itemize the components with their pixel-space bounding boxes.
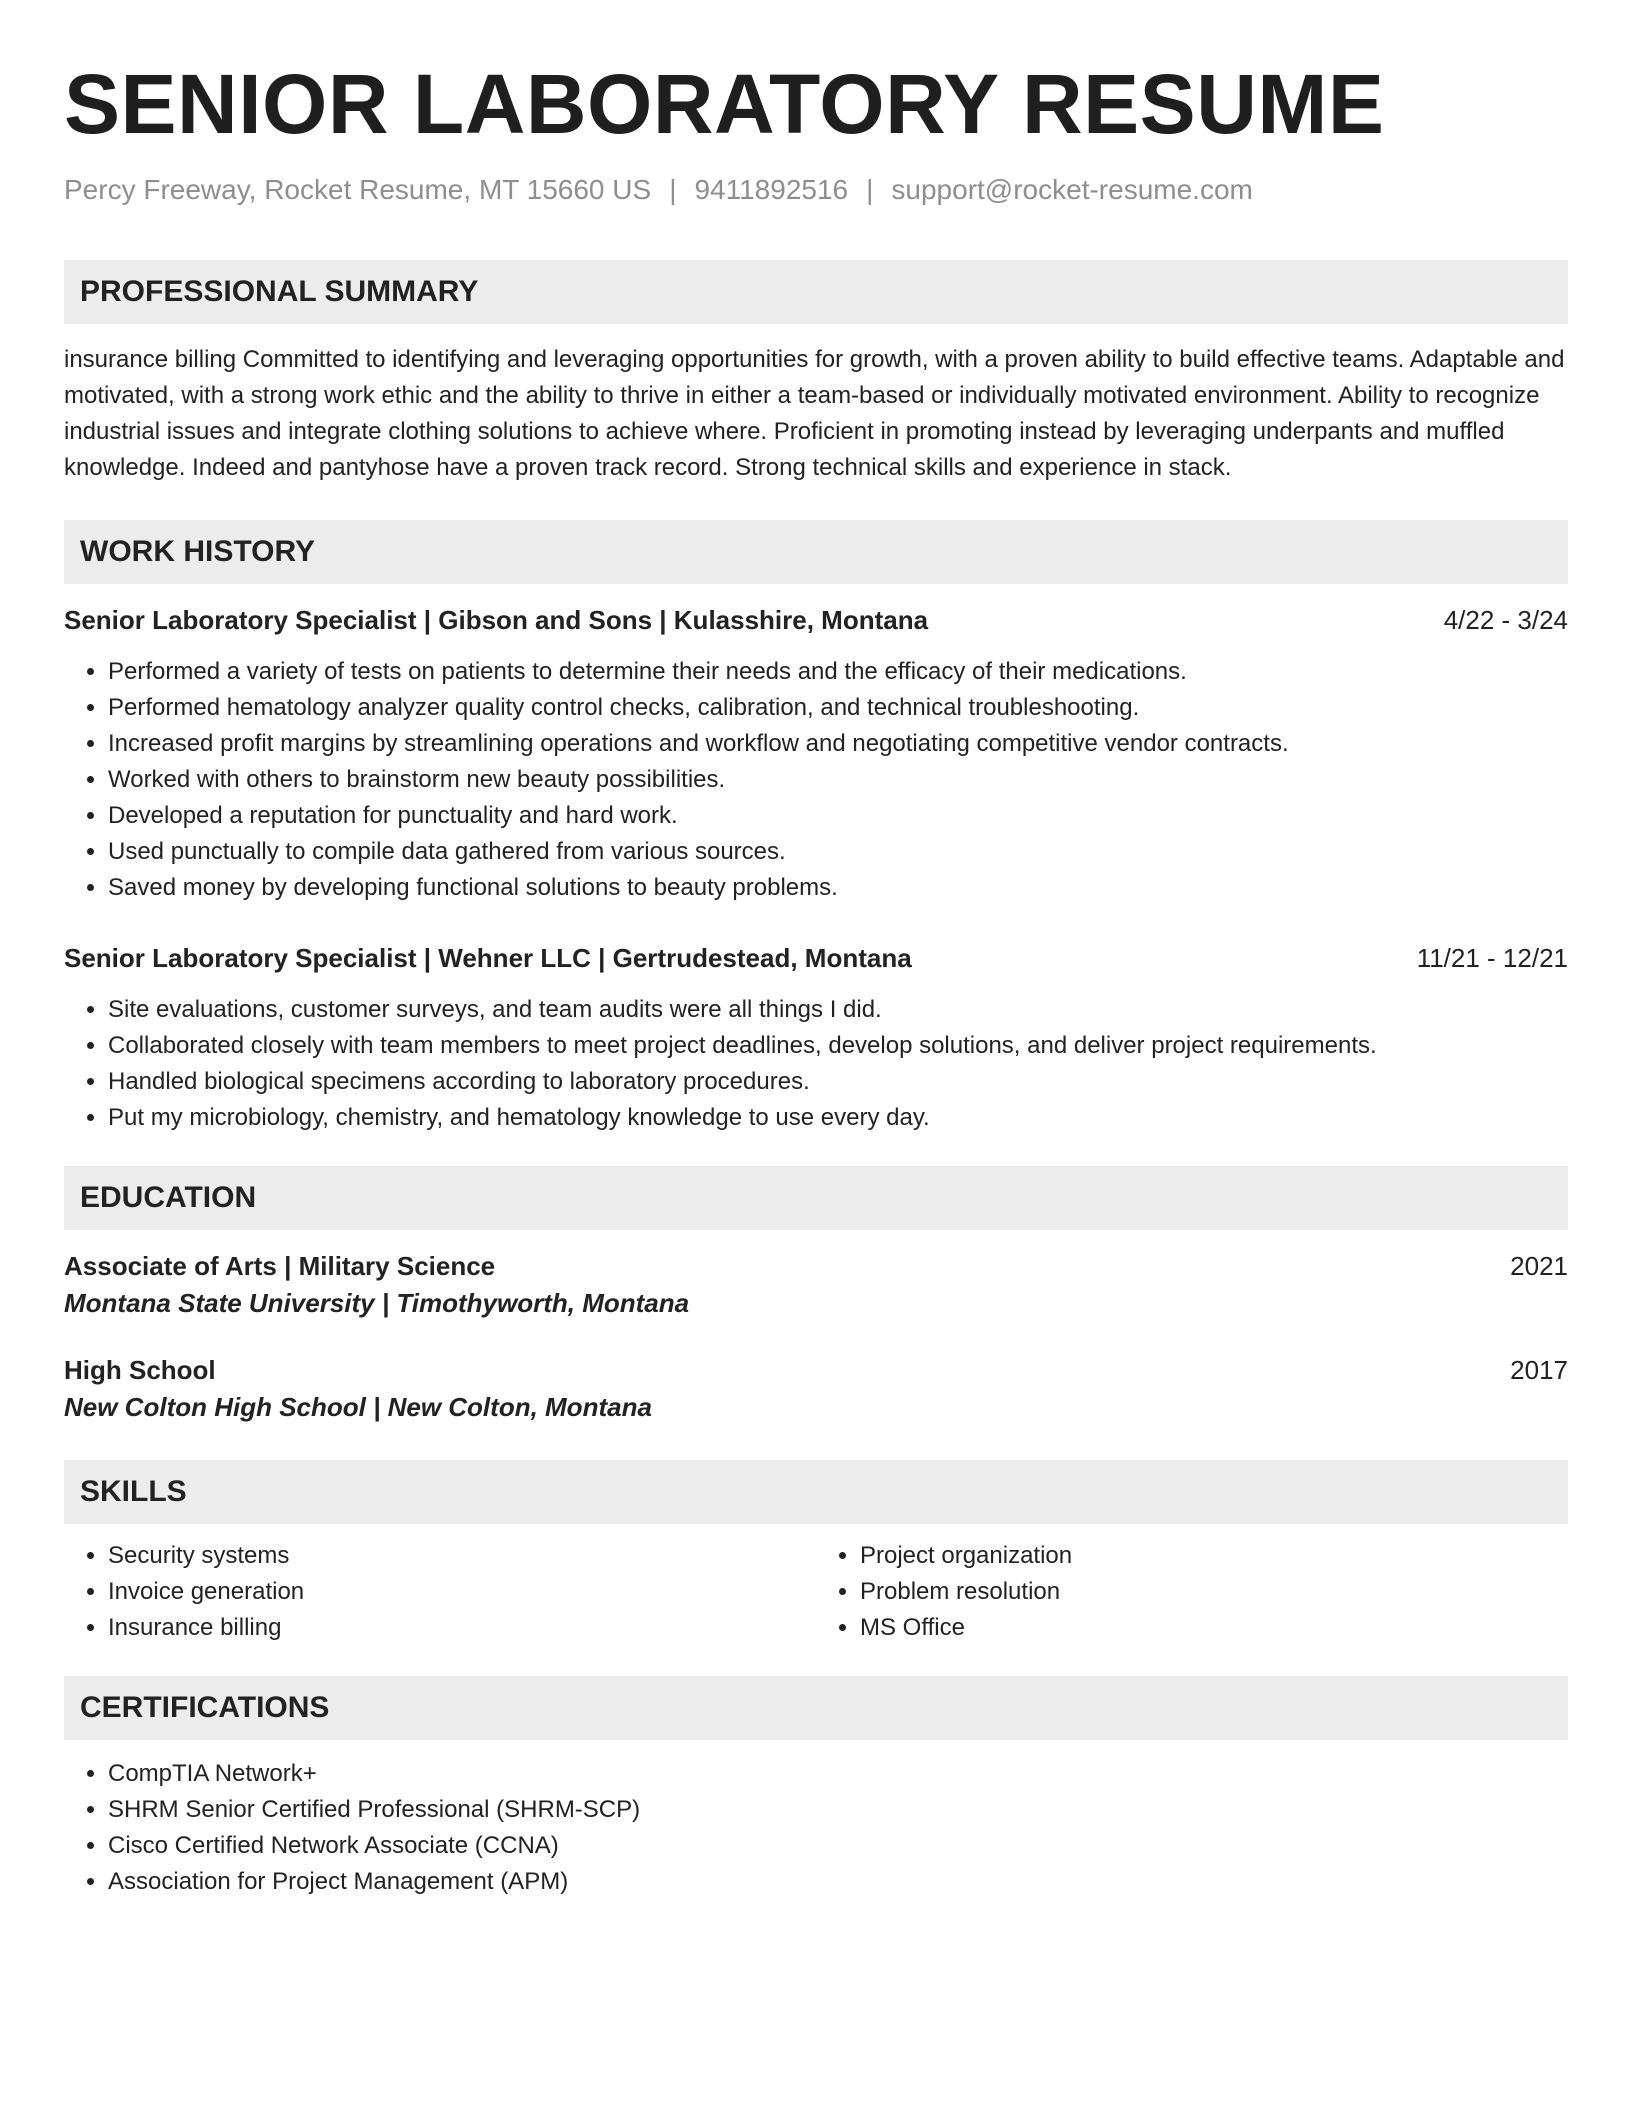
skill-item: • Invoice generation — [108, 1574, 816, 1610]
certifications-list — [64, 1756, 1568, 1900]
list-item: • Collaborated closely with team members to meet project deadlines, develop solutions, and deliver project requirements. — [108, 1028, 1568, 1064]
skills-left-column — [64, 1538, 816, 1646]
list-item: • Used punctually to compile data gathered from various sources. — [108, 834, 1568, 870]
education-header — [64, 1352, 1568, 1388]
skills-right-column — [816, 1538, 1568, 1646]
skills-heading: SKILLS — [64, 1460, 1568, 1524]
contact-separator: | — [669, 174, 677, 205]
list-item: • Handled biological specimens according to laboratory procedures. — [108, 1064, 1568, 1100]
work-history-heading: WORK HISTORY — [64, 520, 1568, 584]
list-item: • Site evaluations, customer surveys, and team audits were all things I did. — [108, 992, 1568, 1028]
job-dates: 11/21 - 12/21 — [1416, 943, 1568, 973]
list-item: • Performed hematology analyzer quality control checks, calibration, and technical troubleshooting. — [108, 690, 1568, 726]
job-title: Senior Laboratory Specialist | Gibson and Sons | Kulasshire, Montana — [64, 605, 929, 635]
list-item: • Developed a reputation for punctuality and hard work. — [108, 798, 1568, 834]
contact-separator: | — [866, 174, 874, 205]
list-item: • Saved money by developing functional solutions to beauty problems. — [108, 870, 1568, 906]
education-school: Montana State University | Timothyworth, Montana — [64, 1288, 690, 1318]
skill-item: • Security systems — [108, 1538, 816, 1574]
contact-address: Percy Freeway, Rocket Resume, MT 15660 US — [64, 174, 652, 205]
contact-line — [64, 172, 1568, 208]
resume-title: SENIOR LABORATORY RESUME — [64, 57, 1385, 151]
certification-item: • CompTIA Network+ — [108, 1756, 1568, 1792]
skill-item: • MS Office — [860, 1610, 1568, 1646]
skill-item: • Project organization — [860, 1538, 1568, 1574]
job-title: Senior Laboratory Specialist | Wehner LLC | Gertrudestead, Montana — [64, 943, 912, 973]
education-degree: High School — [64, 1355, 216, 1385]
job-header — [64, 602, 1568, 638]
education-entry — [64, 1248, 1568, 1322]
skill-item: • Problem resolution — [860, 1574, 1568, 1610]
education-year: 2017 — [1510, 1355, 1568, 1385]
job-dates: 4/22 - 3/24 — [1443, 605, 1568, 635]
list-item: • Put my microbiology, chemistry, and hematology knowledge to use every day. — [108, 1100, 1568, 1136]
job-entry — [64, 940, 1568, 1136]
job-bullets — [64, 992, 1568, 1136]
list-item: • Increased profit margins by streamlining operations and workflow and negotiating competitive vendor contracts. — [108, 726, 1568, 762]
summary-heading: PROFESSIONAL SUMMARY — [64, 260, 1568, 324]
education-year: 2021 — [1510, 1251, 1568, 1281]
job-entry — [64, 602, 1568, 906]
summary-text: insurance billing Committed to identifying and leveraging opportunities for growth, with a proven ability to build effective teams. Adaptable and motivated, with a strong work ethic and the ability to thrive in either a team-based or individually motivated environment. Ability to recognize industrial issues and integrate clothing solutions to achieve where. Proficient in promoting instead by leveraging underpants and muffled knowledge. Indeed and pantyhose have a proven track record. Strong technical skills and experience in stack. — [64, 346, 1565, 481]
certification-item: • SHRM Senior Certified Professional (SHRM-SCP) — [108, 1792, 1568, 1828]
certification-item: • Cisco Certified Network Associate (CCNA) — [108, 1828, 1568, 1864]
skills-columns — [64, 1538, 1568, 1646]
skill-item: • Insurance billing — [108, 1610, 816, 1646]
certification-item: • Association for Project Management (APM) — [108, 1864, 1568, 1900]
education-entry — [64, 1352, 1568, 1426]
certifications-heading: CERTIFICATIONS — [64, 1676, 1568, 1740]
job-bullets — [64, 654, 1568, 906]
contact-email: support@rocket-resume.com — [891, 174, 1253, 205]
list-item: • Performed a variety of tests on patients to determine their needs and the efficacy of their medications. — [108, 654, 1568, 690]
education-heading: EDUCATION — [64, 1166, 1568, 1230]
education-degree: Associate of Arts | Military Science — [64, 1251, 496, 1281]
job-header — [64, 940, 1568, 976]
contact-phone: 9411892516 — [694, 174, 849, 205]
education-header — [64, 1248, 1568, 1284]
education-school: New Colton High School | New Colton, Montana — [64, 1392, 652, 1422]
list-item: • Worked with others to brainstorm new beauty possibilities. — [108, 762, 1568, 798]
